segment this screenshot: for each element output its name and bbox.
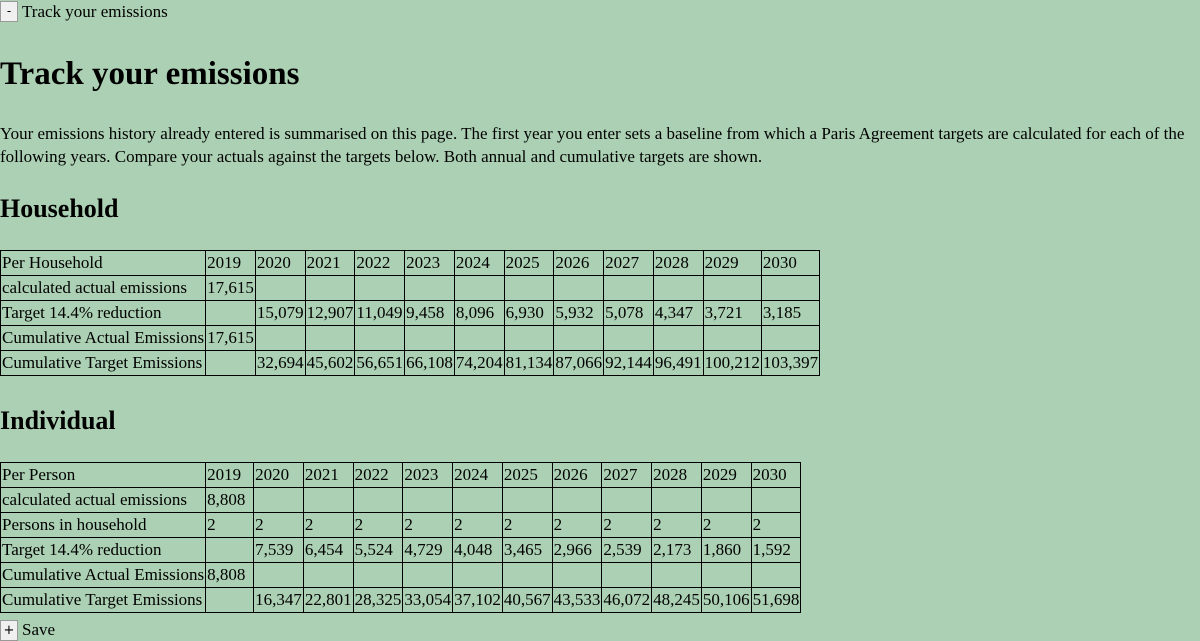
value-cell: 45,602 bbox=[305, 351, 355, 376]
value-cell: 2 bbox=[751, 513, 801, 538]
year-header-cell: 2022 bbox=[353, 463, 403, 488]
value-cell: 96,491 bbox=[653, 351, 703, 376]
track-emissions-nav[interactable] bbox=[0, 0, 168, 23]
value-cell: 3,721 bbox=[703, 301, 761, 326]
value-cell: 5,078 bbox=[604, 301, 654, 326]
table-row bbox=[1, 588, 801, 613]
value-cell bbox=[303, 488, 353, 513]
value-cell: 2,173 bbox=[652, 538, 702, 563]
value-cell: 5,524 bbox=[353, 538, 403, 563]
value-cell bbox=[502, 563, 552, 588]
year-header-cell: 2026 bbox=[552, 463, 602, 488]
value-cell: 56,651 bbox=[355, 351, 405, 376]
value-cell: 9,458 bbox=[405, 301, 455, 326]
value-cell bbox=[701, 488, 751, 513]
value-cell bbox=[353, 563, 403, 588]
table-row bbox=[1, 276, 820, 301]
value-cell: 33,054 bbox=[403, 588, 453, 613]
value-cell bbox=[206, 301, 256, 326]
value-cell: 22,801 bbox=[303, 588, 353, 613]
year-header-cell: 2024 bbox=[454, 251, 504, 276]
value-cell: 8,808 bbox=[206, 563, 254, 588]
table-header-row bbox=[1, 463, 801, 488]
table-header-label: Per Person bbox=[1, 463, 206, 488]
value-cell: 92,144 bbox=[604, 351, 654, 376]
value-cell: 11,049 bbox=[355, 301, 405, 326]
value-cell bbox=[405, 276, 455, 301]
year-header-cell: 2027 bbox=[604, 251, 654, 276]
value-cell: 12,907 bbox=[305, 301, 355, 326]
value-cell: 2,539 bbox=[602, 538, 652, 563]
page-title: Track your emissions bbox=[0, 56, 300, 92]
value-cell: 8,096 bbox=[454, 301, 504, 326]
value-cell bbox=[552, 563, 602, 588]
value-cell bbox=[652, 563, 702, 588]
value-cell: 2 bbox=[502, 513, 552, 538]
year-header-cell: 2028 bbox=[653, 251, 703, 276]
year-header-cell: 2021 bbox=[303, 463, 353, 488]
value-cell bbox=[604, 276, 654, 301]
year-header-cell: 2020 bbox=[255, 251, 305, 276]
nav-label[interactable]: Track your emissions bbox=[22, 2, 168, 21]
save-label[interactable]: Save bbox=[22, 620, 56, 639]
year-header-cell: 2025 bbox=[502, 463, 552, 488]
value-cell bbox=[254, 488, 304, 513]
value-cell bbox=[355, 276, 405, 301]
value-cell: 4,729 bbox=[403, 538, 453, 563]
value-cell bbox=[453, 563, 503, 588]
save-toggle-button[interactable]: + bbox=[0, 620, 18, 641]
value-cell: 16,347 bbox=[254, 588, 304, 613]
value-cell bbox=[652, 488, 702, 513]
value-cell: 2 bbox=[602, 513, 652, 538]
value-cell bbox=[206, 588, 254, 613]
value-cell bbox=[403, 488, 453, 513]
value-cell bbox=[554, 326, 604, 351]
value-cell: 2,966 bbox=[552, 538, 602, 563]
year-header-cell: 2025 bbox=[504, 251, 554, 276]
value-cell bbox=[453, 488, 503, 513]
year-header-cell: 2027 bbox=[602, 463, 652, 488]
value-cell bbox=[602, 488, 652, 513]
value-cell: 4,347 bbox=[653, 301, 703, 326]
table-header-label: Per Household bbox=[1, 251, 206, 276]
value-cell: 3,185 bbox=[761, 301, 819, 326]
value-cell bbox=[254, 563, 304, 588]
household-table bbox=[0, 250, 820, 376]
value-cell: 1,592 bbox=[751, 538, 801, 563]
value-cell bbox=[703, 276, 761, 301]
value-cell bbox=[355, 326, 405, 351]
value-cell: 2 bbox=[552, 513, 602, 538]
value-cell bbox=[353, 488, 403, 513]
row-label: Target 14.4% reduction bbox=[1, 538, 206, 563]
value-cell bbox=[751, 488, 801, 513]
value-cell bbox=[751, 563, 801, 588]
value-cell bbox=[504, 326, 554, 351]
intro-text: Your emissions history already entered is summarised on this page. The first year you enter sets a baseline from which a Paris Agreement targets are calculated for each of the following years. Compare your actuals against the targets below. Both annual and cumulative targets are shown. bbox=[0, 124, 1185, 166]
value-cell: 17,615 bbox=[206, 276, 256, 301]
value-cell: 103,397 bbox=[761, 351, 819, 376]
value-cell: 100,212 bbox=[703, 351, 761, 376]
individual-heading: Individual bbox=[0, 406, 116, 435]
row-label: Cumulative Target Emissions bbox=[1, 351, 206, 376]
value-cell: 5,932 bbox=[554, 301, 604, 326]
value-cell: 8,808 bbox=[206, 488, 254, 513]
year-header-cell: 2020 bbox=[254, 463, 304, 488]
value-cell: 66,108 bbox=[405, 351, 455, 376]
value-cell bbox=[305, 276, 355, 301]
value-cell bbox=[403, 563, 453, 588]
value-cell bbox=[405, 326, 455, 351]
value-cell: 43,533 bbox=[552, 588, 602, 613]
value-cell bbox=[604, 326, 654, 351]
value-cell: 7,539 bbox=[254, 538, 304, 563]
value-cell bbox=[552, 488, 602, 513]
household-heading: Household bbox=[0, 194, 119, 223]
value-cell bbox=[653, 276, 703, 301]
value-cell bbox=[554, 276, 604, 301]
value-cell bbox=[504, 276, 554, 301]
year-header-cell: 2019 bbox=[206, 463, 254, 488]
value-cell: 3,465 bbox=[502, 538, 552, 563]
value-cell bbox=[653, 326, 703, 351]
value-cell: 2 bbox=[206, 513, 254, 538]
value-cell: 46,072 bbox=[602, 588, 652, 613]
value-cell bbox=[305, 326, 355, 351]
value-cell bbox=[206, 351, 256, 376]
year-header-cell: 2023 bbox=[405, 251, 455, 276]
table-header-row bbox=[1, 251, 820, 276]
value-cell: 1,860 bbox=[701, 538, 751, 563]
value-cell: 40,567 bbox=[502, 588, 552, 613]
value-cell: 81,134 bbox=[504, 351, 554, 376]
table-row bbox=[1, 351, 820, 376]
value-cell bbox=[303, 563, 353, 588]
value-cell bbox=[761, 276, 819, 301]
year-header-cell: 2022 bbox=[355, 251, 405, 276]
value-cell: 2 bbox=[254, 513, 304, 538]
value-cell bbox=[454, 276, 504, 301]
individual-table bbox=[0, 462, 801, 613]
value-cell: 2 bbox=[453, 513, 503, 538]
value-cell: 87,066 bbox=[554, 351, 604, 376]
year-header-cell: 2030 bbox=[761, 251, 819, 276]
value-cell: 6,930 bbox=[504, 301, 554, 326]
value-cell: 2 bbox=[303, 513, 353, 538]
year-header-cell: 2026 bbox=[554, 251, 604, 276]
table-row bbox=[1, 538, 801, 563]
table-row bbox=[1, 488, 801, 513]
value-cell: 37,102 bbox=[453, 588, 503, 613]
value-cell: 48,245 bbox=[652, 588, 702, 613]
table-row bbox=[1, 326, 820, 351]
value-cell: 2 bbox=[652, 513, 702, 538]
value-cell bbox=[761, 326, 819, 351]
row-label: calculated actual emissions bbox=[1, 276, 206, 301]
value-cell bbox=[602, 563, 652, 588]
value-cell bbox=[255, 326, 305, 351]
value-cell: 2 bbox=[701, 513, 751, 538]
value-cell: 6,454 bbox=[303, 538, 353, 563]
value-cell: 51,698 bbox=[751, 588, 801, 613]
table-row bbox=[1, 513, 801, 538]
value-cell bbox=[454, 326, 504, 351]
row-label: Cumulative Actual Emissions bbox=[1, 563, 206, 588]
value-cell: 28,325 bbox=[353, 588, 403, 613]
value-cell: 74,204 bbox=[454, 351, 504, 376]
value-cell: 32,694 bbox=[255, 351, 305, 376]
table-row bbox=[1, 563, 801, 588]
year-header-cell: 2023 bbox=[403, 463, 453, 488]
year-header-cell: 2019 bbox=[206, 251, 256, 276]
year-header-cell: 2029 bbox=[701, 463, 751, 488]
value-cell bbox=[206, 538, 254, 563]
row-label: Persons in household bbox=[1, 513, 206, 538]
value-cell: 4,048 bbox=[453, 538, 503, 563]
value-cell bbox=[255, 276, 305, 301]
year-header-cell: 2030 bbox=[751, 463, 801, 488]
value-cell: 2 bbox=[353, 513, 403, 538]
row-label: Target 14.4% reduction bbox=[1, 301, 206, 326]
value-cell bbox=[502, 488, 552, 513]
value-cell: 2 bbox=[403, 513, 453, 538]
value-cell: 15,079 bbox=[255, 301, 305, 326]
year-header-cell: 2024 bbox=[453, 463, 503, 488]
row-label: Cumulative Actual Emissions bbox=[1, 326, 206, 351]
table-row bbox=[1, 301, 820, 326]
year-header-cell: 2029 bbox=[703, 251, 761, 276]
value-cell: 50,106 bbox=[701, 588, 751, 613]
year-header-cell: 2028 bbox=[652, 463, 702, 488]
value-cell bbox=[701, 563, 751, 588]
year-header-cell: 2021 bbox=[305, 251, 355, 276]
value-cell bbox=[703, 326, 761, 351]
row-label: calculated actual emissions bbox=[1, 488, 206, 513]
row-label: Cumulative Target Emissions bbox=[1, 588, 206, 613]
save-control[interactable] bbox=[0, 619, 55, 641]
collapse-toggle-button[interactable]: - bbox=[0, 1, 18, 22]
value-cell: 17,615 bbox=[206, 326, 256, 351]
